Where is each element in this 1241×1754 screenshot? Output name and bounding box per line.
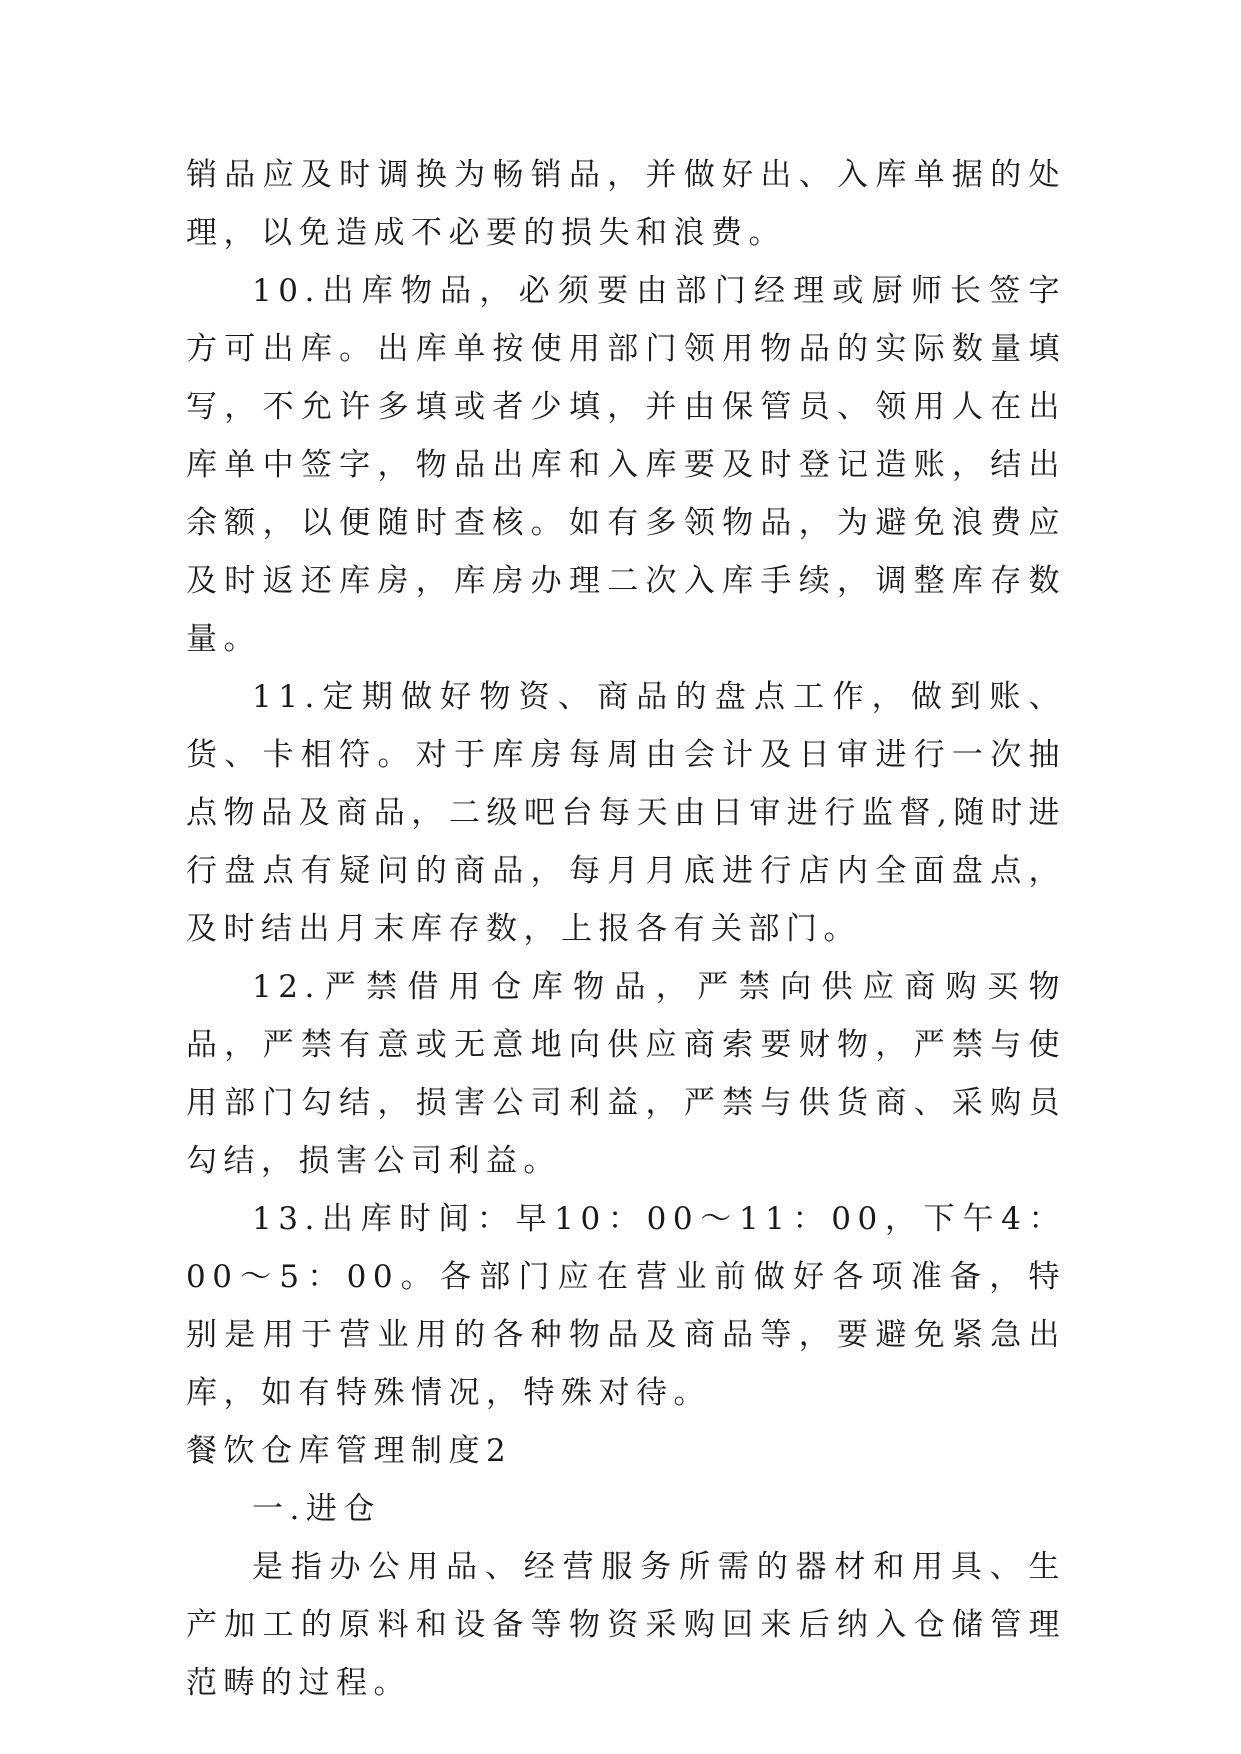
- paragraph-continuation: 销品应及时调换为畅销品，并做好出、入库单据的处理，以免造成不必要的损失和浪费。: [186, 157, 1066, 251]
- paragraph-item-12: 12.严禁借用仓库物品，严禁向供应商购买物品，严禁有意或无意地向供应商索要财物，严禁与使用部门勾结，损害公司利益，严禁与供货商、采购员勾结，损害公司利益。: [186, 969, 1066, 1179]
- paragraph-item-10: 10.出库物品，必须要由部门经理或厨师长签字方可出库。出库单按使用部门领用物品的实际数量填写，不允许多填或者少填，并由保管员、领用人在出库单中签字，物品出库和入库要及时登记造账，结出余额，以便随时查核。如有多领物品，为避免浪费应及时返还库房，库房办理二次入库手续，调整库存数量。: [186, 273, 1066, 657]
- section-title: 餐饮仓库管理制度2: [186, 1433, 513, 1469]
- paragraph-item-11: 11.定期做好物资、商品的盘点工作，做到账、货、卡相符。对于库房每周由会计及日审进行一次抽点物品及商品，二级吧台每天由日审进行监督,随时进行盘点有疑问的商品，每月月底进行店内全面盘点，及时结出月末库存数，上报各有关部门。: [186, 679, 1066, 947]
- subsection-title: 一.进仓: [252, 1491, 381, 1527]
- paragraph-intake-definition: 是指办公用品、经营服务所需的器材和用具、生产加工的原料和设备等物资采购回来后纳入仓储管理范畴的过程。: [186, 1549, 1066, 1701]
- document-page: [186, 146, 1066, 1712]
- paragraph-item-13: 13.出库时间：早10：00～11：00，下午4：00～5：00。各部门应在营业前做好各项准备，特别是用于营业用的各种物品及商品等，要避免紧急出库，如有特殊情况，特殊对待。: [186, 1201, 1066, 1411]
